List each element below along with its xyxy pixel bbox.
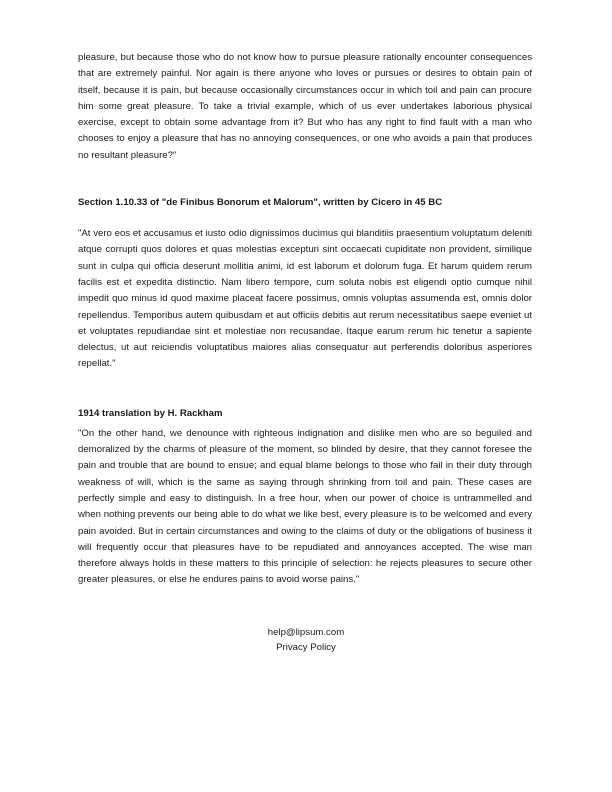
footer-privacy-link[interactable]: Privacy Policy bbox=[276, 641, 336, 653]
document-page bbox=[78, 50, 532, 589]
cicero-latin-paragraph: "At vero eos et accusamus et iusto odio dignissimos ducimus qui blanditiis praesentium voluptatum deleniti atque corrupti quos dolores et quas molestias excepturi sint occaecati cupiditate non provident, similique sunt in culpa qui officia deserunt mollitia animi, id est laborum et dolorum fuga. Et harum quidem rerum facilis est et expedita distinctio. Nam libero tempore, cum soluta nobis est eligendi optio cumque nihil impedit quo minus id quod maxime placeat facere possimus, omnis voluptas assumenda est, omnis dolor repellendus. Temporibus autem quibusdam et aut officiis debitis aut rerum necessitatibus saepe eveniet ut et voluptates repudiandae sint et molestiae non recusandae. Itaque earum rerum hic tenetur a sapiente delectus, ut aut reiciendis voluptatibus maiores alias consequatur aut perferendis doloribus asperiores repellat." bbox=[78, 228, 532, 370]
rackham-translation-paragraph: "On the other hand, we denounce with righteous indignation and dislike men who are so beguiled and demoralized by the charms of pleasure of the moment, so blinded by desire, that they cannot foresee the pain and trouble that are bound to ensue; and equal blame belongs to those who fail in their duty through weakness of will, which is the same as saying through shrinking from toil and pain. These cases are perfectly simple and easy to distinguish. In a free hour, when our power of choice is untrammelled and when nothing prevents our being able to do what we like best, every pleasure is to be welcomed and every pain avoided. But in certain circumstances and owing to the claims of duty or the obligations of business it will frequently occur that pleasures have to be repudiated and annoyances accepted. The wise man therefore always holds in these matters to this principle of selection: he rejects pleasures to secure other greater pleasures, or else he endures pains to avoid worse pains." bbox=[78, 427, 532, 586]
rackham-section-heading: 1914 translation by H. Rackham bbox=[78, 407, 223, 419]
footer-email-link[interactable]: help@lipsum.com bbox=[267, 627, 345, 638]
page-footer bbox=[0, 626, 612, 655]
intro-paragraph: pleasure, but because those who do not know how to pursue pleasure rationally encounter consequences that are extremely painful. Nor again is there anyone who loves or pursues or desires to obtain pain of itself, because it is pain, but because occasionally circumstances occur in which toil and pain can procure him some great pleasure. To take a trivial example, which of us ever undertakes laborious physical exercise, except to obtain some advantage from it? But who has any right to find fault with a man who chooses to enjoy a pleasure that has no annoying consequences, or one who avoids a pain that produces no resultant pleasure?" bbox=[78, 52, 532, 161]
cicero-section-heading: Section 1.10.33 of "de Finibus Bonorum et Malorum", written by Cicero in 45 BC bbox=[78, 197, 443, 209]
